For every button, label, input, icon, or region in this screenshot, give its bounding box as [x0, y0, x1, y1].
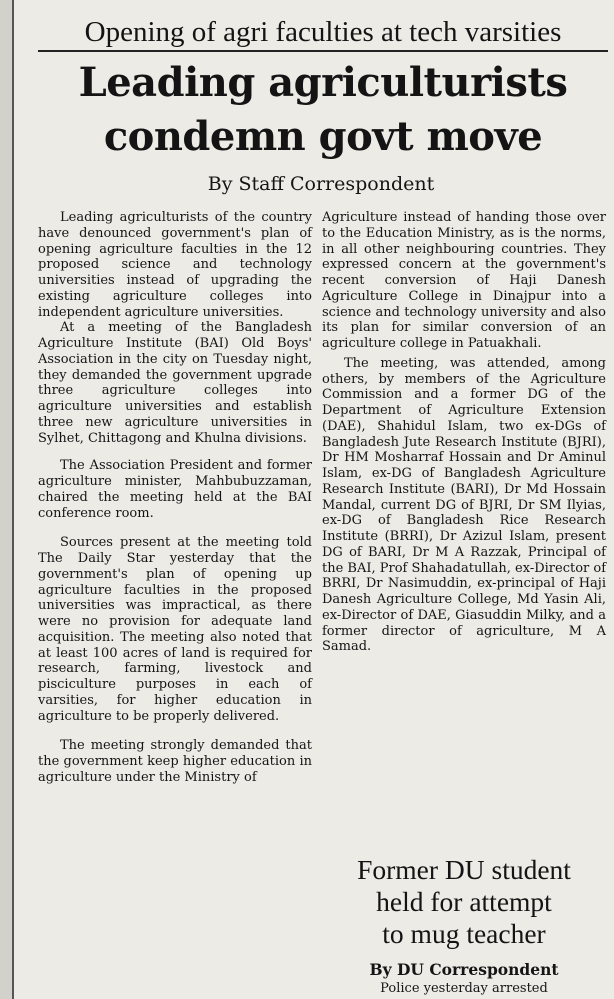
newspaper-clipping — [16, 0, 612, 999]
page-edge — [0, 0, 12, 999]
body-column-2 — [322, 210, 606, 655]
second-headline-line-3: to mug teacher — [382, 918, 546, 949]
paragraph: The meeting, was attended, among others, by members of the Agriculture Commission and a former DG of the Department of Agriculture Extension (DAE), Shahidul Islam, two ex-DGs of Bangladesh Jute Research Institute (BJRI), Dr HM Mosharraf Hossain and Dr Aminul Islam, ex-DG of Bangladesh Agriculture Research Institute (BARI), Dr Md Hossain Mandal, current DG of BJRI, Dr SM Ilyias, ex-DG of Bangladesh Rice Research Institute (BRRI), Dr Azizul Islam, present DG of BARI, Dr M A Razzak, Principal of the BAI, Prof Shahadatullah, ex-Director of BRRI, Dr Nasimuddin, ex-principal of Haji Danesh Agriculture College, Md Yasin Ali, ex-Director of DAE, Giasuddin Milky, and a former director of agriculture, M A Samad. — [322, 355, 607, 655]
article-kicker: Opening of agri faculties at tech varsities — [38, 14, 608, 52]
second-article-byline: By DU Correspondent — [369, 960, 559, 979]
headline-line-1: Leading agriculturists — [78, 59, 568, 106]
paragraph: The Association President and former agriculture minister, Mahbubuzzaman, chaired the meeting held at the BAI conference room. — [38, 458, 312, 521]
body-column-1 — [38, 210, 312, 786]
paragraph: The meeting strongly demanded that the government keep higher education in agriculture under the Ministry of — [38, 738, 312, 785]
paragraph: At a meeting of the Bangladesh Agriculture Institute (BAI) Old Boys' Association in the city on Tuesday night, they demanded the government upgrade three agriculture colleges into agriculture universities and establish three new agriculture universities in Sylhet, Chittagong and Khulna divisions. — [38, 320, 312, 446]
second-article-lead: Police yesterday arrested — [380, 981, 548, 996]
second-headline-line-1: Former DU student — [357, 854, 571, 885]
paragraph: Sources present at the meeting told The Daily Star yesterday that the government's plan of opening up agriculture faculties in the proposed universities was impractical, as there were no provision for adequate land acquisition. The meeting also noted that at least 100 acres of land is required for research, farming, livestock and pisciculture purposes in each of varsities, for higher education in agriculture to be properly delivered. — [38, 535, 312, 724]
second-article-headline — [322, 854, 606, 950]
article-byline: By Staff Correspondent — [207, 173, 435, 195]
paragraph: Leading agriculturists of the country have denounced government's plan of opening agriculture faculties in the 12 proposed science and technology universities instead of upgrading the existing agriculture colleges into independent agriculture universities. — [38, 210, 312, 320]
headline-line-2: condemn govt move — [103, 113, 543, 160]
column-rule — [12, 0, 14, 999]
paragraph: Agriculture instead of handing those over to the Education Ministry, as is the norms, in all other neighbouring countries. They expressed concern at the government's recent conversion of Haji Danesh Agriculture College in Dinajpur into a science and technology university and also its plan for similar conversion of an agriculture college in Patuakhali. — [322, 210, 606, 351]
article-headline — [38, 56, 608, 164]
second-headline-line-2: held for attempt — [376, 886, 552, 917]
